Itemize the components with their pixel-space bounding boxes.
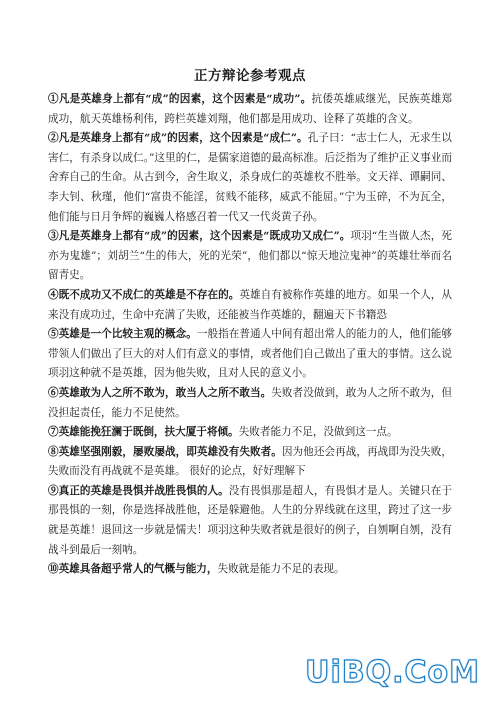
argument-paragraph-2 [48, 129, 452, 227]
site-watermark: UiBQ.CoM [305, 655, 480, 690]
page-title: 正方辩论参考观点 [194, 68, 306, 84]
paragraph-lead: ⑧英雄坚强刚毅，屡败屡战，即英雄没有失败者。 [48, 445, 282, 458]
argument-paragraph-3 [48, 227, 452, 286]
paragraph-text: 项羽“生当做人杰，死亦为鬼雄”；刘胡兰“生的伟大，死的光荣”，他们都以“惊天地泣鬼神”的英雄壮举而名留青史。 [48, 230, 453, 282]
paragraph-lead: ②凡是英雄身上都有“成”的因素，这个因素是“成仁”。 [48, 132, 308, 145]
paragraph-lead: ④既不成功又不成仁的英雄是不存在的。 [48, 288, 240, 301]
paragraph-text: 抗倭英雄戚继光，民族英雄郑成功，航天英雄杨利伟，跨栏英雄刘翔，他们都是用成功、诠释了英雄的含义。 [48, 93, 453, 125]
paragraph-text: 孔子曰：“志士仁人，无求生以害仁，有杀身以成仁。”这里的仁，是儒家道德的最高标准。后泛指为了维护正义事业而舍弃自己的生命。从古到今，舍生取义，杀身成仁的英雄枚不胜举。文天祥、谭嗣同、李大钊、秋瑾，他们“富贵不能淫，贫贱不能移，威武不能屈。”宁为玉碎，不为瓦全，他们能与日月争辉的巍巍人格感召着一代又一代炎黄子孙。 [48, 132, 452, 223]
paragraph-lead: ③凡是英雄身上都有“成”的因素，这个因素是“既成功又成仁”。 [48, 230, 351, 243]
argument-paragraph-1 [48, 90, 452, 129]
argument-paragraph-5 [48, 325, 452, 384]
paragraph-text: 一般指在普通人中间有超出常人的能力的人，他们能够带领人们做出了巨大的对人们有意义的事情，或者他们自己做出了重大的事情。这么说项羽这种就不是英雄，因为他失败，且对人民的意义小。 [48, 328, 453, 380]
argument-paragraph-4 [48, 286, 452, 325]
paragraph-lead: ⑦英雄能挽狂澜于既倒，扶大厦于将倾。 [48, 426, 239, 439]
paragraph-lead: ⑤英雄是一个比较主观的概念。 [48, 328, 197, 341]
paragraph-lead: ⑨真正的英雄是畏惧并战胜畏惧的人。 [48, 484, 229, 497]
paragraph-text: 没有畏惧那是超人，有畏惧才是人。关键只在于那畏惧的一刻，你是选择战胜他，还是躲避他。人生的分界线就在这里，跨过了这一步就是英雄！退回这一步就是懦夫！项羽这种失败者就是很好的例子，自刎啊自刎，没有战斗到最后一刻呐。 [48, 484, 453, 556]
document-body [48, 90, 452, 580]
argument-paragraph-9 [48, 482, 452, 560]
paragraph-lead: ①凡是英雄身上都有“成”的因素，这个因素是“成功”。 [48, 93, 312, 105]
argument-paragraph-6 [48, 384, 452, 423]
paragraph-text: 失败者没做到，敢为人之所不敢为，但没担起责任，能力不足使然。 [48, 386, 453, 419]
paragraph-text: 因为他还会再战，再战即为没失败，失败而没有再战就不是英雄。 很好的论点，好好理解下 [48, 445, 453, 478]
paragraph-text: 失败者能力不足，没做到这一点。 [238, 426, 398, 439]
paragraph-lead: ⑩英雄具备超乎常人的气概与能力， [48, 563, 218, 576]
paragraph-lead: ⑥英雄敢为人之所不敢为，敢当人之所不敢当。 [48, 386, 272, 399]
paragraph-text: 英雄自有被称作英雄的地方。如果一个人，从来没有成功过，生命中充满了失败，还能被当作英雄的，翻遍天下书籍恐 [48, 288, 453, 321]
argument-paragraph-8 [48, 443, 452, 482]
paragraph-text: 失败就是能力不足的表现。 [217, 563, 345, 576]
argument-paragraph-7 [48, 423, 452, 443]
argument-paragraph-10 [48, 560, 452, 580]
